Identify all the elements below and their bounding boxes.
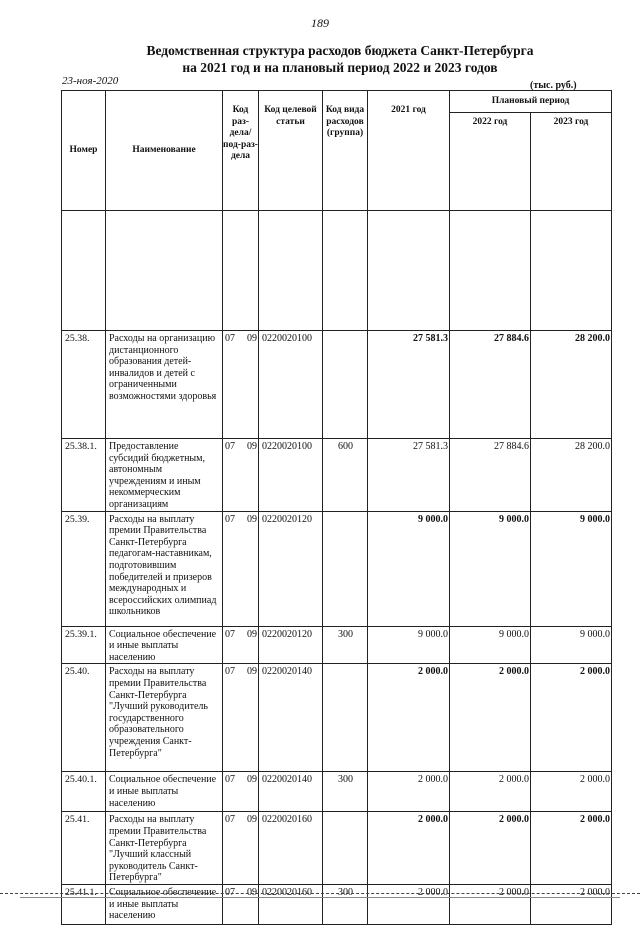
row-amount-2023: 28 200.0 [531, 439, 612, 512]
header-section-code: Код раз-дела/ под-раз-дела [223, 91, 259, 211]
row-target-code: 0220020100 [259, 331, 323, 439]
document-title [60, 42, 620, 76]
header-2022: 2022 год [450, 113, 531, 211]
row-podrazdel: 09 [241, 884, 259, 924]
row-name: Социальное обеспечение и иные выплаты населению [106, 884, 223, 924]
row-amount-2022: 2 000.0 [450, 772, 531, 812]
expenditure-table [61, 90, 612, 925]
header-name: Наименование [106, 91, 223, 211]
row-number: 25.38.1. [62, 439, 106, 512]
row-podrazdel: 09 [241, 772, 259, 812]
table-row [62, 812, 612, 885]
row-name: Предоставление субсидий бюджетным, автономным учреждениям и иным некоммерческим организациям [106, 439, 223, 512]
row-amount-2022: 9 000.0 [450, 511, 531, 626]
row-amount-2022: 2 000.0 [450, 884, 531, 924]
row-amount-2023: 2 000.0 [531, 884, 612, 924]
row-podrazdel: 09 [241, 439, 259, 512]
table-row [62, 331, 612, 439]
table-row [62, 772, 612, 812]
footer-rule-2 [20, 897, 620, 898]
row-razdel: 07 [223, 812, 241, 885]
row-target-code: 0220020160 [259, 884, 323, 924]
row-amount-2022: 2 000.0 [450, 812, 531, 885]
title-line-1: Ведомственная структура расходов бюджета Санкт-Петербурга [146, 43, 534, 58]
row-razdel: 07 [223, 626, 241, 664]
row-podrazdel: 09 [241, 331, 259, 439]
row-kind-code: 600 [323, 439, 368, 512]
header-2023: 2023 год [531, 113, 612, 211]
row-target-code: 0220020160 [259, 812, 323, 885]
table-row [62, 439, 612, 512]
header-target-code: Код целевой статьи [259, 91, 323, 211]
row-kind-code [323, 812, 368, 885]
table-row [62, 884, 612, 924]
row-amount-2021: 9 000.0 [368, 626, 450, 664]
row-number: 25.41. [62, 812, 106, 885]
row-target-code: 0220020120 [259, 511, 323, 626]
row-name: Расходы на организацию дистанционного образования детей-инвалидов и детей с ограниченными возможностями здоровья [106, 331, 223, 439]
row-name: Социальное обеспечение и иные выплаты населению [106, 626, 223, 664]
title-line-2: на 2021 год и на плановый период 2022 и 2023 годов [182, 60, 498, 75]
row-number: 25.38. [62, 331, 106, 439]
row-amount-2021: 2 000.0 [368, 884, 450, 924]
row-name: Расходы на выплату премии Правительства Санкт-Петербурга "Лучший классный руководитель Санкт-Петербурга" [106, 812, 223, 885]
row-amount-2022: 2 000.0 [450, 664, 531, 772]
row-podrazdel: 09 [241, 626, 259, 664]
row-amount-2022: 9 000.0 [450, 626, 531, 664]
row-amount-2021: 27 581.3 [368, 439, 450, 512]
footer-rule [0, 893, 640, 894]
row-razdel: 07 [223, 439, 241, 512]
row-kind-code [323, 511, 368, 626]
page-number: 189 [311, 16, 329, 30]
row-amount-2022: 27 884.6 [450, 331, 531, 439]
row-number: 25.41.1. [62, 884, 106, 924]
row-razdel: 07 [223, 331, 241, 439]
header-2021: 2021 год [368, 91, 450, 211]
header-number: Номер [62, 91, 106, 211]
row-kind-code: 300 [323, 884, 368, 924]
row-number: 25.39.1. [62, 626, 106, 664]
row-target-code: 0220020120 [259, 626, 323, 664]
spacer-row [62, 211, 612, 331]
row-name: Социальное обеспечение и иные выплаты населению [106, 772, 223, 812]
row-razdel: 07 [223, 884, 241, 924]
row-amount-2021: 27 581.3 [368, 331, 450, 439]
row-amount-2021: 2 000.0 [368, 664, 450, 772]
table-row [62, 664, 612, 772]
row-number: 25.40.1. [62, 772, 106, 812]
row-amount-2023: 9 000.0 [531, 626, 612, 664]
row-amount-2021: 9 000.0 [368, 511, 450, 626]
row-kind-code [323, 664, 368, 772]
table-row [62, 626, 612, 664]
row-kind-code: 300 [323, 626, 368, 664]
row-name: Расходы на выплату премии Правительства Санкт-Петербурга педагогам-наставникам, подготовившим победителей и призеров международных и всероссийских олимпиад школьников [106, 511, 223, 626]
row-amount-2023: 2 000.0 [531, 772, 612, 812]
header-planned-period: Плановый период [450, 91, 612, 113]
header-kind-code: Код вида расходов (группа) [323, 91, 368, 211]
row-number: 25.39. [62, 511, 106, 626]
row-amount-2023: 2 000.0 [531, 812, 612, 885]
row-amount-2021: 2 000.0 [368, 812, 450, 885]
row-number: 25.40. [62, 664, 106, 772]
row-kind-code [323, 331, 368, 439]
row-amount-2023: 9 000.0 [531, 511, 612, 626]
row-name: Расходы на выплату премии Правительства Санкт-Петербурга "Лучший руководитель государственного образовательного учреждения Санкт-Петербурга" [106, 664, 223, 772]
row-razdel: 07 [223, 772, 241, 812]
row-kind-code: 300 [323, 772, 368, 812]
row-target-code: 0220020140 [259, 664, 323, 772]
row-amount-2023: 28 200.0 [531, 331, 612, 439]
row-amount-2021: 2 000.0 [368, 772, 450, 812]
row-podrazdel: 09 [241, 664, 259, 772]
row-target-code: 0220020100 [259, 439, 323, 512]
row-amount-2023: 2 000.0 [531, 664, 612, 772]
units-label: (тыс. руб.) [530, 80, 577, 91]
table-row [62, 511, 612, 626]
row-podrazdel: 09 [241, 511, 259, 626]
document-date: 23-ноя-2020 [62, 75, 119, 87]
row-target-code: 0220020140 [259, 772, 323, 812]
row-razdel: 07 [223, 664, 241, 772]
row-podrazdel: 09 [241, 812, 259, 885]
row-amount-2022: 27 884.6 [450, 439, 531, 512]
row-razdel: 07 [223, 511, 241, 626]
